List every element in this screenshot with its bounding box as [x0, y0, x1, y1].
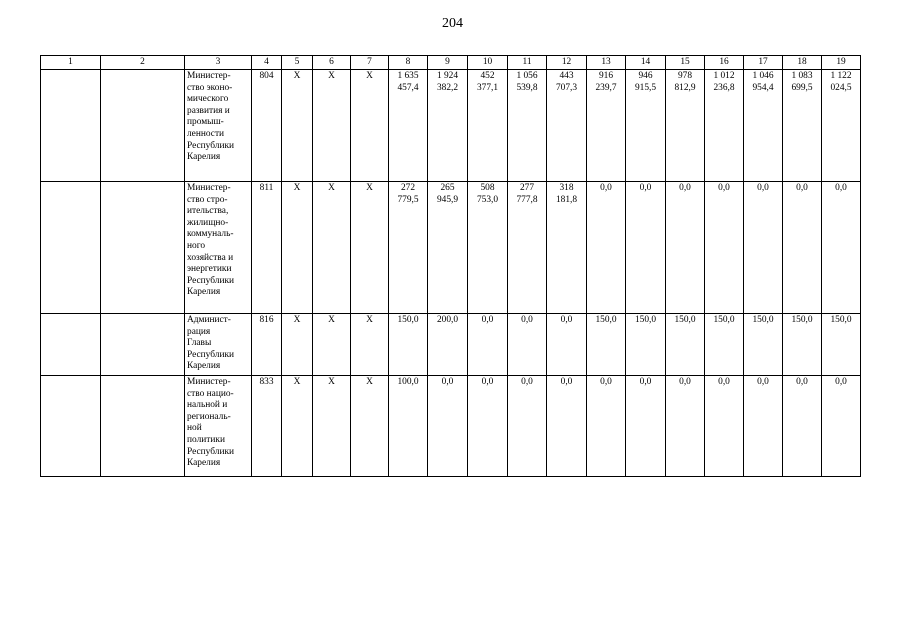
table-row [41, 182, 861, 314]
cell-value-col17: 150,0 [744, 314, 783, 376]
cell-value-col9: 1 924 382,2 [428, 70, 468, 182]
cell-value-col17: 0,0 [744, 376, 783, 477]
cell-value-col11: 0,0 [508, 314, 547, 376]
column-header-5: 5 [282, 56, 313, 70]
cell-value-col8: 1 635 457,4 [389, 70, 428, 182]
cell-value-col19: 150,0 [822, 314, 861, 376]
column-header-8: 8 [389, 56, 428, 70]
cell-value-col10: 0,0 [468, 314, 508, 376]
cell-col6: X [313, 314, 351, 376]
cell-value-col18: 150,0 [783, 314, 822, 376]
cell-col6: X [313, 182, 351, 314]
table-header-row [41, 56, 861, 70]
column-header-18: 18 [783, 56, 822, 70]
column-header-13: 13 [587, 56, 626, 70]
cell-value-col17: 1 046 954,4 [744, 70, 783, 182]
cell-col2 [101, 182, 185, 314]
cell-value-col9: 265 945,9 [428, 182, 468, 314]
cell-ministry-name: Админист- рация Главы Республики Карелия [185, 314, 252, 376]
cell-value-col16: 0,0 [705, 182, 744, 314]
cell-col1 [41, 70, 101, 182]
column-header-3: 3 [185, 56, 252, 70]
column-header-2: 2 [101, 56, 185, 70]
cell-value-col12: 443 707,3 [547, 70, 587, 182]
cell-value-col13: 0,0 [587, 376, 626, 477]
cell-col6: X [313, 70, 351, 182]
cell-value-col12: 318 181,8 [547, 182, 587, 314]
cell-value-col15: 978 812,9 [666, 70, 705, 182]
cell-value-col10: 0,0 [468, 376, 508, 477]
cell-value-col14: 0,0 [626, 376, 666, 477]
cell-value-col8: 272 779,5 [389, 182, 428, 314]
cell-value-col18: 0,0 [783, 182, 822, 314]
column-header-14: 14 [626, 56, 666, 70]
cell-value-col16: 0,0 [705, 376, 744, 477]
column-header-19: 19 [822, 56, 861, 70]
cell-value-col16: 1 012 236,8 [705, 70, 744, 182]
column-header-11: 11 [508, 56, 547, 70]
cell-col7: X [351, 70, 389, 182]
cell-value-col16: 150,0 [705, 314, 744, 376]
cell-value-col11: 0,0 [508, 376, 547, 477]
cell-value-col17: 0,0 [744, 182, 783, 314]
column-header-10: 10 [468, 56, 508, 70]
column-header-9: 9 [428, 56, 468, 70]
cell-col5: X [282, 314, 313, 376]
cell-col5: X [282, 376, 313, 477]
cell-value-col15: 0,0 [666, 182, 705, 314]
cell-col2 [101, 70, 185, 182]
cell-value-col9: 200,0 [428, 314, 468, 376]
cell-value-col9: 0,0 [428, 376, 468, 477]
cell-col1 [41, 314, 101, 376]
column-header-1: 1 [41, 56, 101, 70]
column-header-12: 12 [547, 56, 587, 70]
cell-code: 811 [252, 182, 282, 314]
column-header-15: 15 [666, 56, 705, 70]
cell-col5: X [282, 182, 313, 314]
cell-value-col11: 277 777,8 [508, 182, 547, 314]
cell-value-col8: 150,0 [389, 314, 428, 376]
cell-value-col13: 150,0 [587, 314, 626, 376]
cell-col2 [101, 314, 185, 376]
cell-col7: X [351, 376, 389, 477]
cell-value-col11: 1 056 539,8 [508, 70, 547, 182]
column-header-7: 7 [351, 56, 389, 70]
cell-col5: X [282, 70, 313, 182]
budget-table [40, 55, 861, 477]
cell-value-col15: 0,0 [666, 376, 705, 477]
cell-code: 833 [252, 376, 282, 477]
table-row [41, 376, 861, 477]
column-header-6: 6 [313, 56, 351, 70]
column-header-4: 4 [252, 56, 282, 70]
column-header-17: 17 [744, 56, 783, 70]
table-row [41, 70, 861, 182]
cell-value-col19: 0,0 [822, 182, 861, 314]
column-header-16: 16 [705, 56, 744, 70]
cell-value-col10: 452 377,1 [468, 70, 508, 182]
page-number: 204 [442, 16, 463, 31]
table-row [41, 314, 861, 376]
cell-col7: X [351, 182, 389, 314]
cell-col7: X [351, 314, 389, 376]
cell-value-col10: 508 753,0 [468, 182, 508, 314]
cell-col1 [41, 376, 101, 477]
cell-value-col15: 150,0 [666, 314, 705, 376]
table-body [41, 70, 861, 477]
cell-value-col18: 1 083 699,5 [783, 70, 822, 182]
cell-value-col19: 0,0 [822, 376, 861, 477]
cell-col6: X [313, 376, 351, 477]
cell-value-col8: 100,0 [389, 376, 428, 477]
cell-code: 816 [252, 314, 282, 376]
cell-value-col13: 0,0 [587, 182, 626, 314]
cell-ministry-name: Министер- ство нацио- нальной и региональ- ной политики Республики Карелия [185, 376, 252, 477]
cell-col1 [41, 182, 101, 314]
cell-ministry-name: Министер- ство эконо- мического развития и промыш- ленности Республики Карелия [185, 70, 252, 182]
cell-value-col14: 150,0 [626, 314, 666, 376]
cell-code: 804 [252, 70, 282, 182]
cell-ministry-name: Министер- ство стро- ительства, жилищно- коммуналь- ного хозяйства и энергетики Республики Карелия [185, 182, 252, 314]
cell-value-col12: 0,0 [547, 314, 587, 376]
cell-col2 [101, 376, 185, 477]
cell-value-col12: 0,0 [547, 376, 587, 477]
cell-value-col19: 1 122 024,5 [822, 70, 861, 182]
cell-value-col14: 946 915,5 [626, 70, 666, 182]
cell-value-col18: 0,0 [783, 376, 822, 477]
cell-value-col13: 916 239,7 [587, 70, 626, 182]
cell-value-col14: 0,0 [626, 182, 666, 314]
